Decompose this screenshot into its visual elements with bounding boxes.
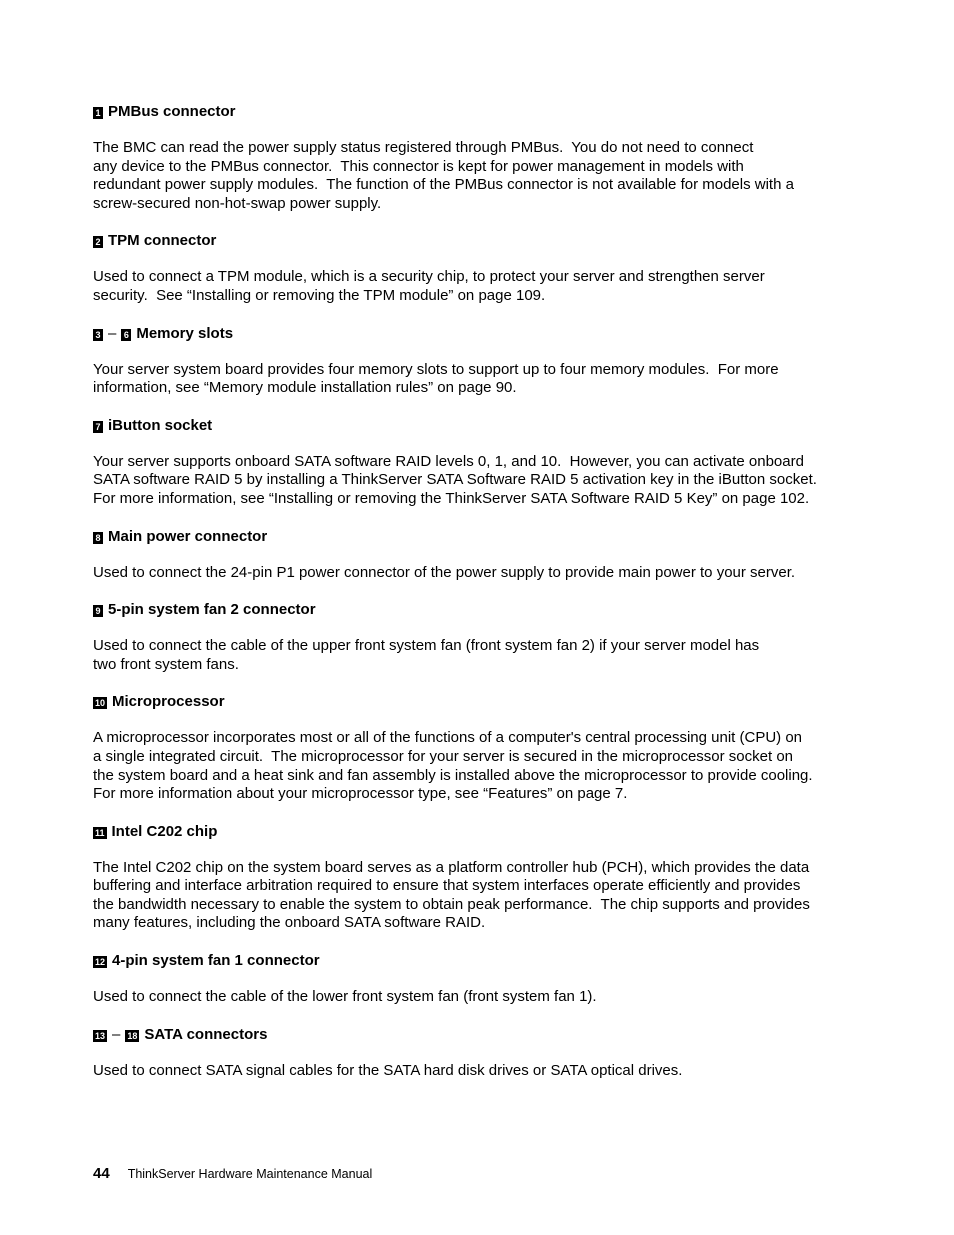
- section-heading: [93, 231, 853, 250]
- paragraph-line: the bandwidth necessary to enable the system to obtain peak performance. The chip supports and provides: [93, 895, 810, 913]
- section-title: Microprocessor: [112, 693, 225, 711]
- section-title: SATA connectors: [144, 1025, 268, 1043]
- paragraph-line: A microprocessor incorporates most or all of the functions of a computer's central processing unit (CPU) on: [93, 729, 803, 747]
- section-paragraph: [93, 988, 853, 1007]
- paragraph-line: buffering and interface arbitration required to ensure that system interfaces operate efficiently and provides: [93, 877, 801, 895]
- range-dash: –: [108, 324, 117, 342]
- section-5-pin-system-fan-2-connector: [93, 600, 853, 674]
- section-tpm-connector: [93, 231, 853, 305]
- paragraph-line: The BMC can read the power supply status registered through PMBus. You do not need to connect: [93, 139, 754, 156]
- callout-number-badge: 18: [127, 1030, 138, 1041]
- section-title: Memory slots: [136, 324, 234, 342]
- section-paragraph: [93, 859, 853, 933]
- section-heading: [93, 102, 853, 121]
- paragraph-line: many features, including the onboard SATA software RAID.: [93, 914, 486, 932]
- paragraph-line: the system board and a heat sink and fan assembly is installed above the microprocessor to provide cooling.: [93, 766, 813, 784]
- section-heading: [93, 692, 853, 711]
- paragraph-line: Your server system board provides four memory slots to support up to four memory modules. For more: [93, 360, 779, 378]
- section-microprocessor: [93, 692, 853, 803]
- page-number: 44: [93, 1165, 110, 1182]
- paragraph-line: a single integrated circuit. The microprocessor for your server is secured in the microprocessor socket on: [93, 747, 794, 765]
- manual-title: ThinkServer Hardware Maintenance Manual: [127, 1167, 373, 1181]
- section-heading: [93, 822, 853, 841]
- section-title: TPM connector: [108, 232, 217, 250]
- range-dash: –: [112, 1025, 121, 1043]
- section-heading: [93, 324, 853, 343]
- paragraph-line: redundant power supply modules. The function of the PMBus connector is not available for models with a: [93, 176, 794, 194]
- paragraph-line: SATA software RAID 5 by installing a ThinkServer SATA Software RAID 5 activation key in the iButton socket.: [93, 471, 817, 489]
- paragraph-line: security. See “Installing or removing the TPM module” on page 109.: [93, 286, 546, 304]
- section-title: Intel C202 chip: [111, 822, 218, 840]
- section-title: 4-pin system fan 1 connector: [112, 952, 320, 970]
- section-paragraph: [93, 729, 853, 803]
- callout-number-badge: 11: [95, 827, 105, 838]
- callout-number-badge: 10: [95, 698, 106, 709]
- section-paragraph: [93, 361, 853, 398]
- section-title: iButton socket: [108, 416, 213, 434]
- section-paragraph: [93, 139, 853, 213]
- paragraph-line: Used to connect a TPM module, which is a security chip, to protect your server and strengthen server: [93, 268, 765, 286]
- section-paragraph: [93, 564, 853, 583]
- paragraph-line: For more information about your microprocessor type, see “Features” on page 7.: [93, 785, 628, 803]
- section-memory-slots: [93, 324, 853, 398]
- page-footer: [93, 1165, 372, 1182]
- callout-number-badge: 3: [93, 329, 103, 341]
- callout-number-badge: 7: [93, 421, 103, 433]
- document-body: [93, 102, 853, 1098]
- paragraph-line: screw-secured non-hot-swap power supply.: [93, 194, 382, 212]
- section-main-power-connector: [93, 527, 853, 583]
- paragraph-line: The Intel C202 chip on the system board serves as a platform controller hub (PCH), which provides the data: [93, 858, 810, 876]
- paragraph-line: Used to connect SATA signal cables for the SATA hard disk drives or SATA optical drives.: [93, 1061, 683, 1079]
- section-ibutton-socket: [93, 416, 853, 509]
- section-heading: [93, 1025, 853, 1044]
- section-title: 5-pin system fan 2 connector: [108, 601, 316, 619]
- callout-number-badge: 13: [95, 1030, 106, 1041]
- paragraph-line: any device to the PMBus connector. This connector is kept for power management in models with: [93, 157, 744, 175]
- paragraph-line: information, see “Memory module installation rules” on page 90.: [93, 379, 517, 397]
- section-heading: [93, 527, 853, 546]
- section-title: PMBus connector: [108, 103, 236, 120]
- section-heading: [93, 416, 853, 435]
- callout-number-badge: 2: [93, 236, 103, 248]
- callout-number-badge: 6: [121, 329, 131, 341]
- callout-number-badge: 8: [93, 532, 103, 544]
- callout-number-badge: 12: [95, 957, 106, 968]
- section-4-pin-system-fan-1-connector: [93, 951, 853, 1007]
- section-sata-connectors: [93, 1025, 853, 1081]
- paragraph-line: For more information, see “Installing or removing the ThinkServer SATA Software RAID 5 Key” on page 102.: [93, 489, 810, 507]
- section-heading: [93, 600, 853, 619]
- callout-number-badge: 9: [93, 605, 103, 617]
- section-heading: [93, 951, 853, 970]
- paragraph-line: Used to connect the cable of the lower front system fan (front system fan 1).: [93, 988, 597, 1006]
- paragraph-line: Used to connect the 24-pin P1 power connector of the power supply to provide main power to your server.: [93, 563, 796, 581]
- section-paragraph: [93, 453, 853, 509]
- callout-number-badge: 1: [93, 107, 103, 119]
- paragraph-line: Used to connect the cable of the upper front system fan (front system fan 2) if your server model has: [93, 637, 760, 655]
- section-pmbus-connector: [93, 102, 853, 213]
- section-intel-c202-chip: [93, 822, 853, 933]
- section-title: Main power connector: [108, 527, 268, 545]
- section-paragraph: [93, 1062, 853, 1081]
- section-paragraph: [93, 637, 853, 674]
- section-paragraph: [93, 268, 853, 305]
- paragraph-line: two front system fans.: [93, 655, 239, 673]
- paragraph-line: Your server supports onboard SATA software RAID levels 0, 1, and 10. However, you can activate onboard: [93, 452, 804, 470]
